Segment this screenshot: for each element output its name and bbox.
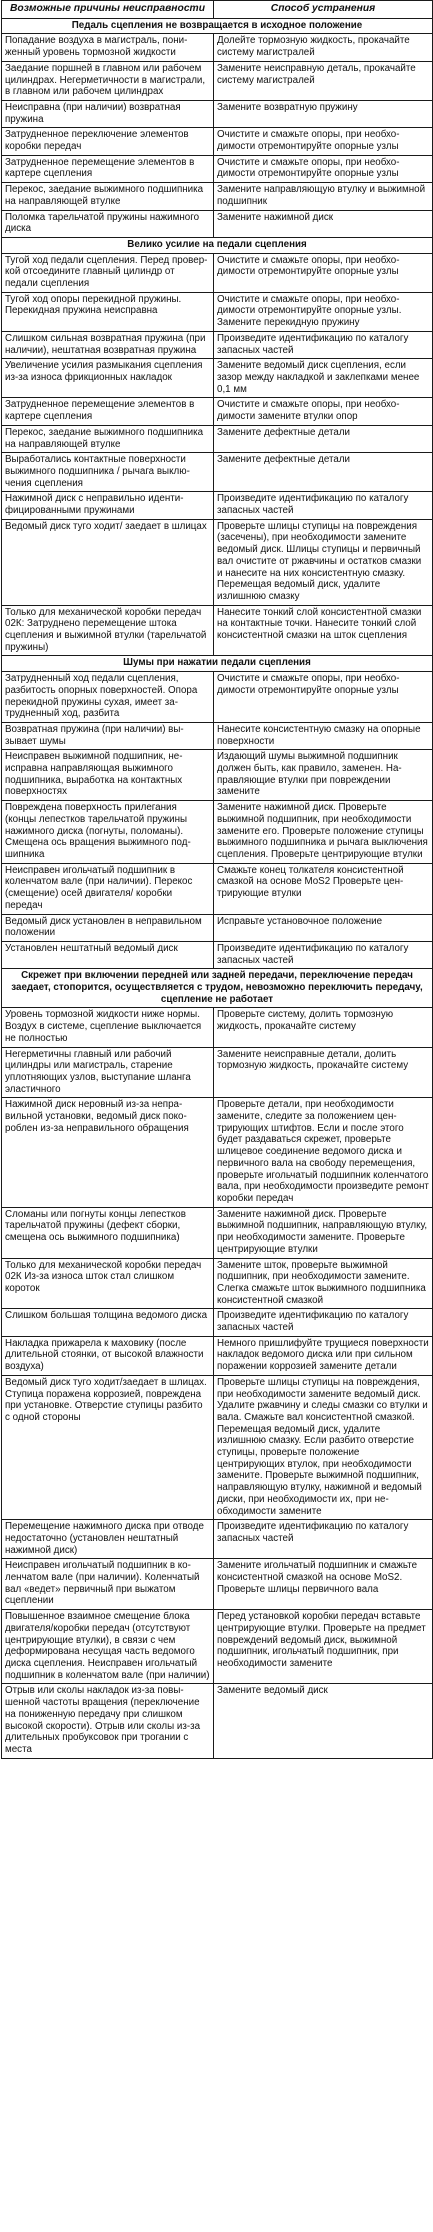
remedy-cell: Замените неисправную деталь, прокачайте систему магистралей [214, 61, 433, 100]
cause-cell: Нажимной диск с неправильно идентифицированными пружинами [2, 492, 214, 519]
table-row [2, 359, 433, 398]
remedy-cell: Немного пришлифуйте трущиеся поверхности накладок ведомого диска или при сильном поражении коррозией замените детали [214, 1336, 433, 1375]
remedy-cell: Очистите и смажьте опоры, при необходимости замените втулки опор [214, 398, 433, 425]
remedy-cell: Очистите и смажьте опоры, при необходимости отремонтируйте опорные узлы [214, 672, 433, 723]
remedy-cell: Нанесите тонкий слой консистентной смазки на контактные точки. Нанесите тонкий слой консистентной смазки на шток сцепления [214, 605, 433, 656]
table-row [2, 914, 433, 941]
table-row [2, 492, 433, 519]
table-row [2, 253, 433, 292]
cause-cell: Возвратная пружина (при наличии) вызывает шумы [2, 722, 214, 749]
cause-cell: Негерметичны главный или рабочий цилиндры или магистраль, старение уплотняющих узлов, выступание шланга эластичного [2, 1047, 214, 1098]
table-row [2, 1098, 433, 1207]
table-row [2, 453, 433, 492]
remedy-cell: Замените ведомый диск сцепления, если зазор между накладкой и заклепками менее 0,1 мм [214, 359, 433, 398]
section-title: Шумы при нажатии педали сцепления [2, 656, 433, 672]
table-row [2, 1559, 433, 1610]
cause-cell: Затрудненное переключение элементов коробки передач [2, 128, 214, 155]
cause-cell: Увеличение усилия размыкания сцепления из-за износа фрикционных накладок [2, 359, 214, 398]
cause-cell: Слишком сильная возвратная пружина (при наличии), нештатная возвратная пружина [2, 331, 214, 358]
table-row [2, 1258, 433, 1309]
table-row [2, 863, 433, 914]
remedy-cell: Перед установкой коробки передач вставьте центрирующие втулки. Проверьте на предмет повреждений ведомый диск, выжимной подшипник, игольчатый подшипник, при необходимости замените [214, 1610, 433, 1684]
cause-cell: Неисправен выжимной подшипник, неисправна направляющая выжимного подшипника, выработка на контактных поверхностях [2, 750, 214, 801]
section-row [2, 969, 433, 1008]
cause-cell: Накладка прижарела к маховику (после длительной стоянки, от высокой влажности воздуха) [2, 1336, 214, 1375]
cause-cell: Только для механической коробки передач 02К: Затруднено перемещение штока сцепления и выжимной втулки (тарельчатой пружины) [2, 605, 214, 656]
remedy-cell: Исправьте установочное положение [214, 914, 433, 941]
cause-cell: Повреждена поверхность прилегания (концы лепестков тарельчатой пружины нажимного диска (погнуты, поломаны). Смещена ось вращения выжимного подшипника [2, 801, 214, 864]
cause-cell: Тугой ход опоры перекидной пружины. Перекидная пружина неисправна [2, 292, 214, 331]
cause-cell: Нажимной диск неровный из-за неправильной установки, ведомый диск покороблен из-за неправильного обращения [2, 1098, 214, 1207]
table-row [2, 128, 433, 155]
cause-cell: Ведомый диск туго ходит/заедает в шлицах. Ступица поражена коррозией, повреждена при установке. Отверстие ступицы разбито с одной стороны [2, 1375, 214, 1519]
cause-cell: Затрудненное перемещение элементов в картере сцепления [2, 398, 214, 425]
table-row [2, 605, 433, 656]
section-row [2, 656, 433, 672]
remedy-cell: Произведите идентификацию по каталогу запасных частей [214, 492, 433, 519]
table-body [2, 18, 433, 1758]
section-row [2, 18, 433, 34]
section-title: Велико усилие на педали сцепления [2, 237, 433, 253]
cause-cell: Перекос, заедание выжимного подшипника на направляющей втулке [2, 183, 214, 210]
table-row [2, 155, 433, 182]
table-row [2, 398, 433, 425]
table-row [2, 1336, 433, 1375]
table-row [2, 210, 433, 237]
remedy-cell: Замените шток, проверьте выжимной подшипник, при необходимости замените. Слегка смажьте шток выжимного подшипника консистентной смазкой [214, 1258, 433, 1309]
table-row [2, 750, 433, 801]
cause-cell: Тугой ход педали сцепления. Перед проверкой отсоедините главный цилиндр от педали сцепления [2, 253, 214, 292]
cause-cell: Затрудненное перемещение элементов в картере сцепления [2, 155, 214, 182]
remedy-cell: Замените дефектные детали [214, 453, 433, 492]
remedy-cell: Очистите и смажьте опоры, при необходимости отремонтируйте опорные узлы [214, 155, 433, 182]
table-row [2, 1207, 433, 1258]
cause-cell: Неисправен игольчатый подшипник в коленчатом вале (при наличии). Перекос (смещение) осей двигателя/ коробки передач [2, 863, 214, 914]
remedy-cell: Замените неисправные детали, долить тормозную жидкость, прокачайте систему [214, 1047, 433, 1098]
cause-cell: Ведомый диск туго ходит/ заедает в шлицах [2, 519, 214, 605]
remedy-cell: Замените нажимной диск. Проверьте выжимной подшипник, при необходимости замените его. Проверьте положение ступицы выжимного подшипника и рычага выключения сцепления. Проверьте центрирующие втулки [214, 801, 433, 864]
table-row [2, 1375, 433, 1519]
remedy-cell: Проверьте детали, при необходимости замените, следите за положением центрирующих штифтов. Если и после этого будет раздаваться скрежет, проверьте шлицевое соединение ведомого диска и первичного вала на свободу перемещения, проверьте игольчатый подшипник коленчатого вала, при необходимости произведите ремонт коробки передач [214, 1098, 433, 1207]
cause-cell: Ведомый диск установлен в неправильном положении [2, 914, 214, 941]
table-row [2, 722, 433, 749]
table-row [2, 941, 433, 968]
remedy-cell: Проверьте шлицы ступицы на повреждения, при необходимости замените ведомый диск. Удалите ржавчину и следы смазки со втулки и вала. Смажьте вал консистентной смазкой. Перемещая ведомый диск, удалите излишнюю смазку. Если разбито отверстие ступицы, проверьте положение центрирующих втулок, при необходимости замените. Проверьте выжимной подшипник, направляющую втулку, нажимной и ведомый диски, при необходимости их, при необходимости замените [214, 1375, 433, 1519]
table-row [2, 1309, 433, 1336]
table-row [2, 100, 433, 127]
table-row [2, 1008, 433, 1047]
cause-cell: Слишком большая толщина ведомого диска [2, 1309, 214, 1336]
remedy-cell: Замените возвратную пружину [214, 100, 433, 127]
remedy-cell: Нанесите консистентную смазку на опорные поверхности [214, 722, 433, 749]
remedy-cell: Очистите и смажьте опоры, при необходимости отремонтируйте опорные узлы [214, 253, 433, 292]
remedy-cell: Очистите и смажьте опоры, при необходимости отремонтируйте опорные узлы [214, 128, 433, 155]
remedy-cell: Замените нажимной диск [214, 210, 433, 237]
table-row [2, 183, 433, 210]
remedy-cell: Замените игольчатый подшипник и смажьте консистентной смазкой на основе MoS2. Проверьте шлицы первичного вала [214, 1559, 433, 1610]
table-row [2, 1520, 433, 1559]
table-row [2, 672, 433, 723]
cause-cell: Неисправна (при наличии) возвратная пружина [2, 100, 214, 127]
remedy-cell: Проверьте шлицы ступицы на повреждения (засечены), при необходимости замените ведомый диск. Шлицы ступицы и первичный вал очистите от ржавчины и остатков смазки и нанесите на них консистентную смазку. Перемещая ведомый диск, удалите излишнюю смазку [214, 519, 433, 605]
remedy-cell: Замените дефектные детали [214, 425, 433, 452]
cause-cell: Выработались контактные поверхности выжимного подшипника / рычага выключения сцепления [2, 453, 214, 492]
cause-cell: Поломка тарельчатой пружины нажимного диска [2, 210, 214, 237]
section-title: Скрежет при включении передней или задней передачи, переключение передач заедает, стопорится, осуществляется с трудом, невозможно переключить передачу, сцепление не работает [2, 969, 433, 1008]
remedy-cell: Произведите идентификацию по каталогу запасных частей [214, 1520, 433, 1559]
cause-cell: Неисправен игольчатый подшипник в коленчатом вале (при наличии). Коленчатый вал «ведет» первичный при выжатом сцеплении [2, 1559, 214, 1610]
remedy-cell: Издающий шумы выжимной подшипник должен быть, как правило, заменен. Направляющие втулки при повреждении замените [214, 750, 433, 801]
cause-cell: Уровень тормозной жидкости ниже нормы. Воздух в системе, сцепление выключается не полностью [2, 1008, 214, 1047]
cause-cell: Заедание поршней в главном или рабочем цилиндрах. Негерметичности в магистрали, в главном или рабочем цилиндрах [2, 61, 214, 100]
remedy-cell: Проверьте систему, долить тормозную жидкость, прокачайте систему [214, 1008, 433, 1047]
table-row [2, 61, 433, 100]
troubleshooting-table [1, 0, 433, 1759]
page [1, 0, 432, 1759]
remedy-cell: Замените ведомый диск [214, 1684, 433, 1758]
remedy-cell: Замените нажимной диск. Проверьте выжимной подшипник, направляющую втулку, при необходимости замените. Проверьте центрирующие втулки [214, 1207, 433, 1258]
cause-cell: Перемещение нажимного диска при отводе недостаточно (установлен нештатный нажимной диск) [2, 1520, 214, 1559]
table-row [2, 801, 433, 864]
table-row [2, 1610, 433, 1684]
cause-cell: Отрыв или сколы накладок из-за повышенной частоты вращения (переключение на пониженную передачу при слишком высокой скорости). Отрыв или сколы из-за длительных пробуксовок при трогании с места [2, 1684, 214, 1758]
table-row [2, 1684, 433, 1758]
remedy-cell: Очистите и смажьте опоры, при необходимости отремонтируйте опорные узлы. Замените перекидную пружину [214, 292, 433, 331]
cause-cell: Сломаны или погнуты концы лепестков тарельчатой пружины (дефект сборки, смещена ось выжимного подшипника) [2, 1207, 214, 1258]
cause-cell: Попадание воздуха в магистраль, пониженный уровень тормозной жидкости [2, 34, 214, 61]
section-title: Педаль сцепления не возвращается в исходное положение [2, 18, 433, 34]
cause-cell: Повышенное взаимное смещение блока двигателя/коробки передач (отсутствуют центрирующие втулки), в связи с чем деформирована несущая часть ведомого диска сцепления. Неисправен игольчатый подшипник в коленчатом вале (при наличии) [2, 1610, 214, 1684]
remedy-cell: Смажьте конец толкателя консистентной смазкой на основе MoS2 Проверьте центрирующие втулки [214, 863, 433, 914]
remedy-cell: Замените направляющую втулку и выжимной подшипник [214, 183, 433, 210]
header-remedy: Способ устранения [214, 1, 433, 19]
cause-cell: Затрудненный ход педали сцепления, разбитость опорных поверхностей. Опора перекидной пружины сухая, имеет затрудненный ход, разбита [2, 672, 214, 723]
table-row [2, 331, 433, 358]
table-row [2, 425, 433, 452]
table-row [2, 292, 433, 331]
header-row [2, 1, 433, 19]
cause-cell: Установлен нештатный ведомый диск [2, 941, 214, 968]
table-row [2, 34, 433, 61]
remedy-cell: Произведите идентификацию по каталогу запасных частей [214, 941, 433, 968]
cause-cell: Только для механической коробки передач 02К Из-за износа шток стал слишком короток [2, 1258, 214, 1309]
table-row [2, 519, 433, 605]
table-row [2, 1047, 433, 1098]
remedy-cell: Произведите идентификацию по каталогу запасных частей [214, 331, 433, 358]
remedy-cell: Долейте тормозную жидкость, прокачайте систему магистралей [214, 34, 433, 61]
cause-cell: Перекос, заедание выжимного подшипника на направляющей втулке [2, 425, 214, 452]
header-cause: Возможные причины неисправности [2, 1, 214, 19]
remedy-cell: Произведите идентификацию по каталогу запасных частей [214, 1309, 433, 1336]
section-row [2, 237, 433, 253]
